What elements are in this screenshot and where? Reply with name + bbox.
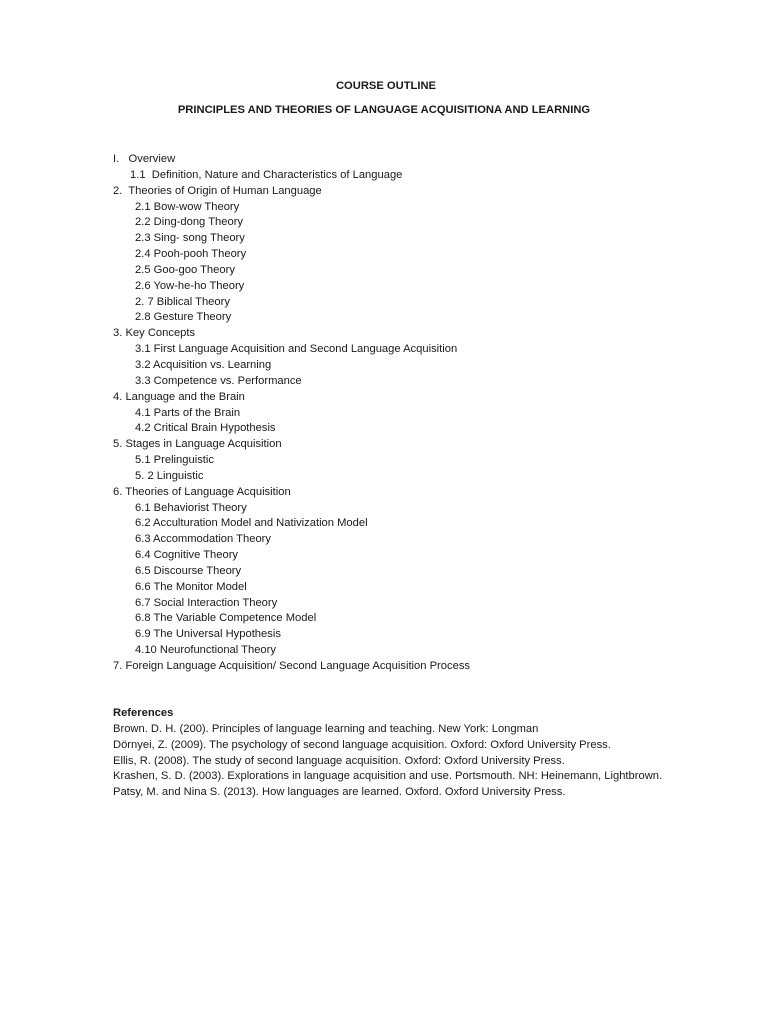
- reference-item: Dörnyei, Z. (2009). The psychology of second language acquisition. Oxford: Oxford University Press.: [113, 738, 611, 751]
- outline-item: 6.3 Accommodation Theory: [135, 533, 271, 546]
- outline-item: 3. Key Concepts: [113, 327, 196, 340]
- outline-item: I. Overview: [113, 153, 176, 165]
- outline-item: 5. 2 Linguistic: [135, 469, 204, 482]
- outline-item: 4.2 Critical Brain Hypothesis: [135, 422, 276, 435]
- outline-item: 2.4 Pooh-pooh Theory: [135, 248, 247, 261]
- references-heading: References: [113, 707, 174, 719]
- outline-item: 3.2 Acquisition vs. Learning: [135, 358, 272, 371]
- reference-item: Krashen, S. D. (2003). Explorations in language acquisition and use. Portsmouth. NH: Heinemann, Lightbrown.: [113, 770, 663, 783]
- document-subtitle: PRINCIPLES AND THEORIES OF LANGUAGE ACQUISITIONA AND LEARNING: [177, 104, 591, 116]
- outline-item: 6.5 Discourse Theory: [135, 564, 242, 577]
- references-list: [113, 722, 693, 801]
- outline-item: 3.1 First Language Acquisition and Second Language Acquisition: [135, 343, 458, 356]
- outline-item: 5. Stages in Language Acquisition: [113, 438, 282, 451]
- outline-item: 2.2 Ding-dong Theory: [135, 216, 244, 229]
- outline-item: 5.1 Prelinguistic: [135, 454, 214, 467]
- outline-item: 3.3 Competence vs. Performance: [135, 374, 302, 387]
- course-outline-list: [0, 152, 768, 675]
- outline-item: 6.6 The Monitor Model: [135, 580, 247, 593]
- outline-item: 6.2 Acculturation Model and Nativization Model: [135, 517, 368, 530]
- outline-item: 4.10 Neurofunctional Theory: [135, 644, 276, 657]
- outline-item: 4. Language and the Brain: [113, 390, 245, 403]
- outline-item: 4.1 Parts of the Brain: [135, 406, 241, 419]
- outline-item: 7. Foreign Language Acquisition/ Second Language Acquisition Process: [113, 660, 471, 672]
- outline-item: 2.5 Goo-goo Theory: [135, 263, 235, 276]
- outline-item: 6.9 The Universal Hypothesis: [135, 628, 281, 641]
- outline-item: 2.1 Bow-wow Theory: [135, 200, 240, 213]
- document-title: COURSE OUTLINE: [335, 80, 437, 92]
- reference-item: Brown. D. H. (200). Principles of language learning and teaching. New York: Longman: [113, 722, 539, 735]
- outline-item: 6. Theories of Language Acquisition: [113, 485, 291, 498]
- outline-item: 6.7 Social Interaction Theory: [135, 596, 278, 609]
- outline-item: 2. 7 Biblical Theory: [135, 295, 230, 308]
- references-section: [113, 706, 693, 801]
- outline-item: 1.1 Definition, Nature and Characteristics of Language: [130, 168, 403, 181]
- reference-item: Patsy, M. and Nina S. (2013). How languages are learned. Oxford. Oxford University Press.: [113, 786, 566, 799]
- outline-item: 2.8 Gesture Theory: [135, 311, 232, 324]
- outline-item: 2. Theories of Origin of Human Language: [113, 184, 322, 197]
- outline-item: 2.6 Yow-he-ho Theory: [135, 279, 245, 292]
- outline-item: 2.3 Sing- song Theory: [135, 232, 245, 245]
- outline-item: 6.8 The Variable Competence Model: [135, 612, 317, 625]
- reference-item: Ellis, R. (2008). The study of second language acquisition. Oxford: Oxford University Press.: [113, 754, 565, 767]
- outline-item: 6.1 Behaviorist Theory: [135, 501, 247, 514]
- outline-item: 6.4 Cognitive Theory: [135, 549, 239, 562]
